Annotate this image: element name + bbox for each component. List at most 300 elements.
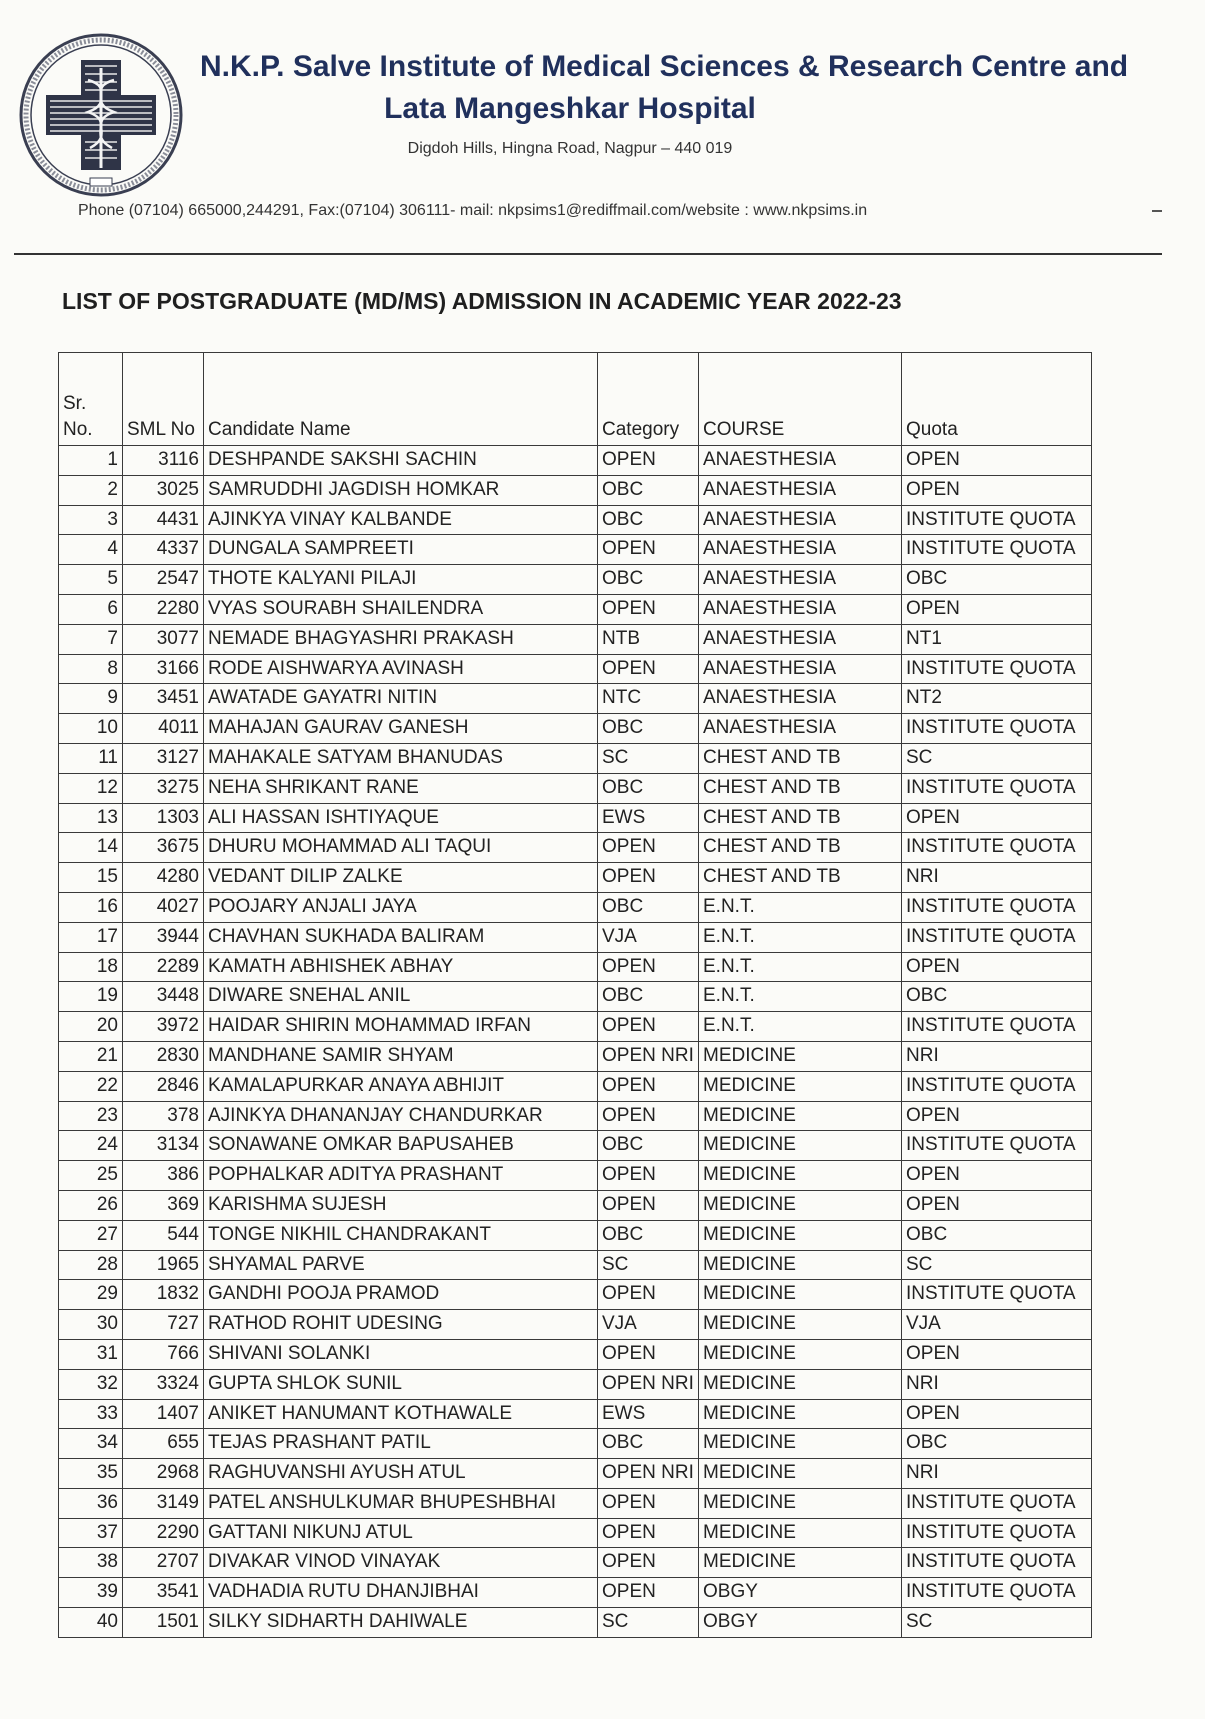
cell-course: CHEST AND TB [699, 803, 902, 833]
header-candidate-name: Candidate Name [204, 353, 598, 446]
cell-course: E.N.T. [699, 892, 902, 922]
cell-sml-no: 386 [123, 1161, 204, 1191]
cell-sr-no: 17 [59, 922, 123, 952]
cell-sml-no: 3541 [123, 1578, 204, 1608]
header-divider [14, 253, 1162, 255]
cell-quota: NRI [902, 1041, 1092, 1071]
cell-candidate-name: DHURU MOHAMMAD ALI TAQUI [204, 833, 598, 863]
cell-category: SC [598, 1608, 699, 1638]
cell-course: MEDICINE [699, 1161, 902, 1191]
cell-category: NTC [598, 684, 699, 714]
cell-course: ANAESTHESIA [699, 684, 902, 714]
cell-course: E.N.T. [699, 982, 902, 1012]
table-row [59, 475, 1092, 505]
cell-category: OBC [598, 1131, 699, 1161]
cell-course: ANAESTHESIA [699, 505, 902, 535]
table-row [59, 833, 1092, 863]
table-row [59, 714, 1092, 744]
cell-category: OPEN [598, 1012, 699, 1042]
cell-quota: SC [902, 743, 1092, 773]
cell-category: OPEN [598, 863, 699, 893]
cell-candidate-name: SHIVANI SOLANKI [204, 1339, 598, 1369]
cell-sr-no: 38 [59, 1548, 123, 1578]
cell-sr-no: 39 [59, 1578, 123, 1608]
cell-quota: NRI [902, 863, 1092, 893]
header-quota: Quota [902, 353, 1092, 446]
cell-sr-no: 6 [59, 594, 123, 624]
cell-quota: INSTITUTE QUOTA [902, 1578, 1092, 1608]
cell-sr-no: 10 [59, 714, 123, 744]
cell-quota: INSTITUTE QUOTA [902, 1071, 1092, 1101]
cell-course: CHEST AND TB [699, 863, 902, 893]
cell-quota: OPEN [902, 803, 1092, 833]
cell-sr-no: 24 [59, 1131, 123, 1161]
table-row [59, 1429, 1092, 1459]
cell-candidate-name: ANIKET HANUMANT KOTHAWALE [204, 1399, 598, 1429]
table-row [59, 1131, 1092, 1161]
cell-category: SC [598, 1250, 699, 1280]
cell-course: MEDICINE [699, 1071, 902, 1101]
margin-mark [1152, 210, 1162, 212]
cell-sml-no: 2280 [123, 594, 204, 624]
cell-quota: INSTITUTE QUOTA [902, 714, 1092, 744]
cell-sr-no: 5 [59, 565, 123, 595]
table-row [59, 743, 1092, 773]
cell-sml-no: 2547 [123, 565, 204, 595]
table-row [59, 1578, 1092, 1608]
cell-sr-no: 14 [59, 833, 123, 863]
cell-candidate-name: VADHADIA RUTU DHANJIBHAI [204, 1578, 598, 1608]
institute-address: Digdoh Hills, Hingna Road, Nagpur – 440 019 [407, 140, 733, 157]
cell-category: EWS [598, 1399, 699, 1429]
table-row [59, 624, 1092, 654]
cell-sr-no: 29 [59, 1280, 123, 1310]
table-row [59, 1071, 1092, 1101]
cell-quota: INSTITUTE QUOTA [902, 654, 1092, 684]
cell-course: OBGY [699, 1608, 902, 1638]
table-row [59, 1399, 1092, 1429]
cell-course: MEDICINE [699, 1310, 902, 1340]
cell-candidate-name: NEHA SHRIKANT RANE [204, 773, 598, 803]
cell-sml-no: 1501 [123, 1608, 204, 1638]
cell-quota: OPEN [902, 446, 1092, 476]
cell-course: MEDICINE [699, 1548, 902, 1578]
cell-sml-no: 2968 [123, 1459, 204, 1489]
cell-category: OPEN [598, 1548, 699, 1578]
cell-category: OBC [598, 982, 699, 1012]
cell-course: MEDICINE [699, 1518, 902, 1548]
table-row [59, 565, 1092, 595]
cell-sr-no: 15 [59, 863, 123, 893]
cell-category: OPEN NRI [598, 1459, 699, 1489]
cell-sml-no: 2289 [123, 952, 204, 982]
cell-sr-no: 22 [59, 1071, 123, 1101]
cell-course: CHEST AND TB [699, 773, 902, 803]
cell-quota: OPEN [902, 1161, 1092, 1191]
cell-sml-no: 3166 [123, 654, 204, 684]
cell-sr-no: 35 [59, 1459, 123, 1489]
cell-candidate-name: MAHAJAN GAURAV GANESH [204, 714, 598, 744]
cell-sml-no: 3275 [123, 773, 204, 803]
cell-category: OPEN [598, 594, 699, 624]
cell-category: OBC [598, 892, 699, 922]
cell-sml-no: 378 [123, 1101, 204, 1131]
cell-category: OPEN [598, 535, 699, 565]
cell-sml-no: 766 [123, 1339, 204, 1369]
cell-sml-no: 727 [123, 1310, 204, 1340]
cell-sml-no: 1407 [123, 1399, 204, 1429]
table-row [59, 1250, 1092, 1280]
table-row [59, 1310, 1092, 1340]
table-row [59, 446, 1092, 476]
cell-quota: INSTITUTE QUOTA [902, 1518, 1092, 1548]
cell-sr-no: 13 [59, 803, 123, 833]
table-body [59, 446, 1092, 1638]
cell-sml-no: 3127 [123, 743, 204, 773]
table-row [59, 1518, 1092, 1548]
cell-course: ANAESTHESIA [699, 565, 902, 595]
table-row [59, 1220, 1092, 1250]
cell-category: OPEN [598, 1101, 699, 1131]
cell-category: NTB [598, 624, 699, 654]
cell-course: ANAESTHESIA [699, 535, 902, 565]
cell-course: MEDICINE [699, 1369, 902, 1399]
cell-quota: INSTITUTE QUOTA [902, 1488, 1092, 1518]
cell-quota: INSTITUTE QUOTA [902, 1548, 1092, 1578]
cell-sml-no: 4431 [123, 505, 204, 535]
cell-sml-no: 3972 [123, 1012, 204, 1042]
cell-course: ANAESTHESIA [699, 654, 902, 684]
cell-candidate-name: HAIDAR SHIRIN MOHAMMAD IRFAN [204, 1012, 598, 1042]
cell-sr-no: 12 [59, 773, 123, 803]
cell-sr-no: 30 [59, 1310, 123, 1340]
cell-candidate-name: MANDHANE SAMIR SHYAM [204, 1041, 598, 1071]
cell-sml-no: 1965 [123, 1250, 204, 1280]
cell-sr-no: 25 [59, 1161, 123, 1191]
cell-candidate-name: VEDANT DILIP ZALKE [204, 863, 598, 893]
cell-quota: INSTITUTE QUOTA [902, 833, 1092, 863]
cell-course: CHEST AND TB [699, 743, 902, 773]
cell-quota: INSTITUTE QUOTA [902, 1012, 1092, 1042]
cell-course: MEDICINE [699, 1220, 902, 1250]
table-row [59, 1101, 1092, 1131]
cell-candidate-name: GATTANI NIKUNJ ATUL [204, 1518, 598, 1548]
cell-sr-no: 21 [59, 1041, 123, 1071]
cell-category: OPEN [598, 1578, 699, 1608]
cell-candidate-name: AJINKYA VINAY KALBANDE [204, 505, 598, 535]
cell-sml-no: 2846 [123, 1071, 204, 1101]
cell-candidate-name: SHYAMAL PARVE [204, 1250, 598, 1280]
cell-sr-no: 40 [59, 1608, 123, 1638]
header-sr-line1: Sr. [63, 393, 87, 414]
cell-sml-no: 3025 [123, 475, 204, 505]
cell-quota: INSTITUTE QUOTA [902, 892, 1092, 922]
cell-quota: INSTITUTE QUOTA [902, 505, 1092, 535]
table-row [59, 863, 1092, 893]
cell-course: MEDICINE [699, 1459, 902, 1489]
table-row [59, 1339, 1092, 1369]
cell-candidate-name: DIVAKAR VINOD VINAYAK [204, 1548, 598, 1578]
cell-course: E.N.T. [699, 1012, 902, 1042]
cell-course: E.N.T. [699, 952, 902, 982]
admission-table [58, 352, 1092, 1638]
table-row [59, 892, 1092, 922]
cell-sr-no: 31 [59, 1339, 123, 1369]
cell-course: E.N.T. [699, 922, 902, 952]
cell-category: OPEN NRI [598, 1369, 699, 1399]
table-row [59, 1041, 1092, 1071]
cell-course: MEDICINE [699, 1280, 902, 1310]
cell-candidate-name: POOJARY ANJALI JAYA [204, 892, 598, 922]
contact-details: Phone (07104) 665000,244291, Fax:(07104) 306111- mail: nkpsims1@rediffmail.com/website : www.nkpsims.in [78, 202, 868, 219]
cell-category: EWS [598, 803, 699, 833]
cell-sr-no: 3 [59, 505, 123, 535]
cell-candidate-name: KARISHMA SUJESH [204, 1190, 598, 1220]
cell-sml-no: 369 [123, 1190, 204, 1220]
cell-sr-no: 28 [59, 1250, 123, 1280]
cell-category: OPEN [598, 1339, 699, 1369]
table-row [59, 505, 1092, 535]
cell-sml-no: 544 [123, 1220, 204, 1250]
cell-category: OBC [598, 773, 699, 803]
cell-sml-no: 1832 [123, 1280, 204, 1310]
cell-sr-no: 18 [59, 952, 123, 982]
cell-candidate-name: DIWARE SNEHAL ANIL [204, 982, 598, 1012]
cell-course: ANAESTHESIA [699, 624, 902, 654]
cell-sr-no: 4 [59, 535, 123, 565]
caduceus-cross-seal-icon [16, 30, 186, 200]
cell-course: CHEST AND TB [699, 833, 902, 863]
cell-course: MEDICINE [699, 1339, 902, 1369]
cell-category: OBC [598, 505, 699, 535]
cell-category: OPEN NRI [598, 1041, 699, 1071]
cell-candidate-name: SILKY SIDHARTH DAHIWALE [204, 1608, 598, 1638]
table-row [59, 1190, 1092, 1220]
cell-sr-no: 36 [59, 1488, 123, 1518]
cell-candidate-name: GANDHI POOJA PRAMOD [204, 1280, 598, 1310]
cell-candidate-name: NEMADE BHAGYASHRI PRAKASH [204, 624, 598, 654]
cell-quota: VJA [902, 1310, 1092, 1340]
cell-candidate-name: RATHOD ROHIT UDESING [204, 1310, 598, 1340]
cell-quota: SC [902, 1250, 1092, 1280]
cell-candidate-name: GUPTA SHLOK SUNIL [204, 1369, 598, 1399]
cell-sr-no: 1 [59, 446, 123, 476]
cell-candidate-name: KAMATH ABHISHEK ABHAY [204, 952, 598, 982]
table-row [59, 803, 1092, 833]
cell-sml-no: 655 [123, 1429, 204, 1459]
cell-sr-no: 34 [59, 1429, 123, 1459]
cell-category: SC [598, 743, 699, 773]
cell-category: OBC [598, 475, 699, 505]
table-row [59, 535, 1092, 565]
cell-course: MEDICINE [699, 1131, 902, 1161]
cell-course: ANAESTHESIA [699, 714, 902, 744]
header-category: Category [598, 353, 699, 446]
table-row [59, 1280, 1092, 1310]
cell-candidate-name: POPHALKAR ADITYA PRASHANT [204, 1161, 598, 1191]
cell-category: OPEN [598, 1518, 699, 1548]
cell-quota: SC [902, 1608, 1092, 1638]
cell-sr-no: 32 [59, 1369, 123, 1399]
table-row [59, 1488, 1092, 1518]
cell-sml-no: 2290 [123, 1518, 204, 1548]
cell-course: MEDICINE [699, 1429, 902, 1459]
table-row [59, 982, 1092, 1012]
cell-quota: OPEN [902, 1101, 1092, 1131]
cell-course: ANAESTHESIA [699, 475, 902, 505]
cell-candidate-name: SAMRUDDHI JAGDISH HOMKAR [204, 475, 598, 505]
cell-category: OBC [598, 565, 699, 595]
header-sml-no: SML No [123, 353, 204, 446]
cell-category: OPEN [598, 654, 699, 684]
cell-sr-no: 19 [59, 982, 123, 1012]
cell-category: OPEN [598, 1161, 699, 1191]
table-row [59, 1369, 1092, 1399]
cell-candidate-name: AWATADE GAYATRI NITIN [204, 684, 598, 714]
cell-candidate-name: CHAVHAN SUKHADA BALIRAM [204, 922, 598, 952]
cell-candidate-name: THOTE KALYANI PILAJI [204, 565, 598, 595]
cell-quota: OPEN [902, 594, 1092, 624]
cell-quota: OPEN [902, 1339, 1092, 1369]
cell-quota: NRI [902, 1369, 1092, 1399]
cell-category: OBC [598, 714, 699, 744]
cell-quota: OPEN [902, 1190, 1092, 1220]
cell-quota: INSTITUTE QUOTA [902, 535, 1092, 565]
cell-candidate-name: RAGHUVANSHI AYUSH ATUL [204, 1459, 598, 1489]
table-row [59, 922, 1092, 952]
cell-category: VJA [598, 1310, 699, 1340]
cell-course: MEDICINE [699, 1399, 902, 1429]
cell-candidate-name: MAHAKALE SATYAM BHANUDAS [204, 743, 598, 773]
cell-sr-no: 37 [59, 1518, 123, 1548]
cell-category: OPEN [598, 1071, 699, 1101]
cell-sr-no: 33 [59, 1399, 123, 1429]
cell-category: OPEN [598, 1280, 699, 1310]
cell-candidate-name: DESHPANDE SAKSHI SACHIN [204, 446, 598, 476]
cell-quota: OBC [902, 1220, 1092, 1250]
table-row [59, 773, 1092, 803]
cell-sml-no: 4280 [123, 863, 204, 893]
cell-sr-no: 23 [59, 1101, 123, 1131]
cell-sml-no: 3451 [123, 684, 204, 714]
cell-sr-no: 7 [59, 624, 123, 654]
cell-candidate-name: VYAS SOURABH SHAILENDRA [204, 594, 598, 624]
cell-candidate-name: TONGE NIKHIL CHANDRAKANT [204, 1220, 598, 1250]
cell-sml-no: 2707 [123, 1548, 204, 1578]
cell-sr-no: 26 [59, 1190, 123, 1220]
cell-quota: INSTITUTE QUOTA [902, 922, 1092, 952]
cell-candidate-name: PATEL ANSHULKUMAR BHUPESHBHAI [204, 1488, 598, 1518]
cell-course: MEDICINE [699, 1041, 902, 1071]
institute-logo [16, 30, 186, 200]
table-row [59, 1459, 1092, 1489]
table-row [59, 654, 1092, 684]
header-sr-line2: No. [63, 419, 93, 440]
cell-quota: NRI [902, 1459, 1092, 1489]
cell-course: OBGY [699, 1578, 902, 1608]
document-title: LIST OF POSTGRADUATE (MD/MS) ADMISSION IN ACADEMIC YEAR 2022-23 [62, 288, 902, 314]
header-course: COURSE [699, 353, 902, 446]
cell-course: ANAESTHESIA [699, 594, 902, 624]
cell-quota: INSTITUTE QUOTA [902, 773, 1092, 803]
cell-sml-no: 2830 [123, 1041, 204, 1071]
cell-sr-no: 11 [59, 743, 123, 773]
cell-sml-no: 3324 [123, 1369, 204, 1399]
cell-sml-no: 3675 [123, 833, 204, 863]
cell-candidate-name: DUNGALA SAMPREETI [204, 535, 598, 565]
cell-sr-no: 27 [59, 1220, 123, 1250]
cell-sr-no: 2 [59, 475, 123, 505]
cell-quota: OBC [902, 982, 1092, 1012]
cell-course: MEDICINE [699, 1250, 902, 1280]
table-header-row [59, 353, 1092, 446]
table-row [59, 594, 1092, 624]
cell-sml-no: 3077 [123, 624, 204, 654]
cell-candidate-name: SONAWANE OMKAR BAPUSAHEB [204, 1131, 598, 1161]
cell-category: OBC [598, 1429, 699, 1459]
cell-candidate-name: ALI HASSAN ISHTIYAQUE [204, 803, 598, 833]
table-row [59, 1608, 1092, 1638]
cell-sml-no: 3116 [123, 446, 204, 476]
cell-candidate-name: AJINKYA DHANANJAY CHANDURKAR [204, 1101, 598, 1131]
cell-quota: OBC [902, 565, 1092, 595]
cell-course: MEDICINE [699, 1190, 902, 1220]
cell-course: MEDICINE [699, 1488, 902, 1518]
cell-course: ANAESTHESIA [699, 446, 902, 476]
cell-category: OPEN [598, 1488, 699, 1518]
cell-category: OPEN [598, 446, 699, 476]
cell-category: OBC [598, 1220, 699, 1250]
cell-sml-no: 3134 [123, 1131, 204, 1161]
cell-quota: OPEN [902, 475, 1092, 505]
table-row [59, 952, 1092, 982]
cell-sr-no: 20 [59, 1012, 123, 1042]
cell-sml-no: 3149 [123, 1488, 204, 1518]
cell-quota: OPEN [902, 952, 1092, 982]
table-row [59, 1161, 1092, 1191]
institute-name-line2: Lata Mangeshkar Hospital [384, 92, 756, 125]
cell-sml-no: 4337 [123, 535, 204, 565]
institute-name-line1: N.K.P. Salve Institute of Medical Sciences & Research Centre and [200, 50, 1129, 83]
cell-quota: NT1 [902, 624, 1092, 654]
cell-course: MEDICINE [699, 1101, 902, 1131]
cell-category: OPEN [598, 952, 699, 982]
cell-quota: OPEN [902, 1399, 1092, 1429]
cell-sml-no: 3944 [123, 922, 204, 952]
table-row [59, 1548, 1092, 1578]
cell-sr-no: 16 [59, 892, 123, 922]
cell-candidate-name: RODE AISHWARYA AVINASH [204, 654, 598, 684]
table-row [59, 684, 1092, 714]
cell-quota: INSTITUTE QUOTA [902, 1131, 1092, 1161]
cell-sml-no: 1303 [123, 803, 204, 833]
cell-quota: NT2 [902, 684, 1092, 714]
cell-quota: INSTITUTE QUOTA [902, 1280, 1092, 1310]
cell-quota: OBC [902, 1429, 1092, 1459]
cell-sr-no: 9 [59, 684, 123, 714]
cell-category: OPEN [598, 1190, 699, 1220]
header-sr-no [59, 353, 123, 446]
cell-sr-no: 8 [59, 654, 123, 684]
cell-sml-no: 4027 [123, 892, 204, 922]
cell-candidate-name: TEJAS PRASHANT PATIL [204, 1429, 598, 1459]
cell-category: VJA [598, 922, 699, 952]
cell-sml-no: 4011 [123, 714, 204, 744]
cell-sml-no: 3448 [123, 982, 204, 1012]
cell-candidate-name: KAMALAPURKAR ANAYA ABHIJIT [204, 1071, 598, 1101]
cell-category: OPEN [598, 833, 699, 863]
table-row [59, 1012, 1092, 1042]
